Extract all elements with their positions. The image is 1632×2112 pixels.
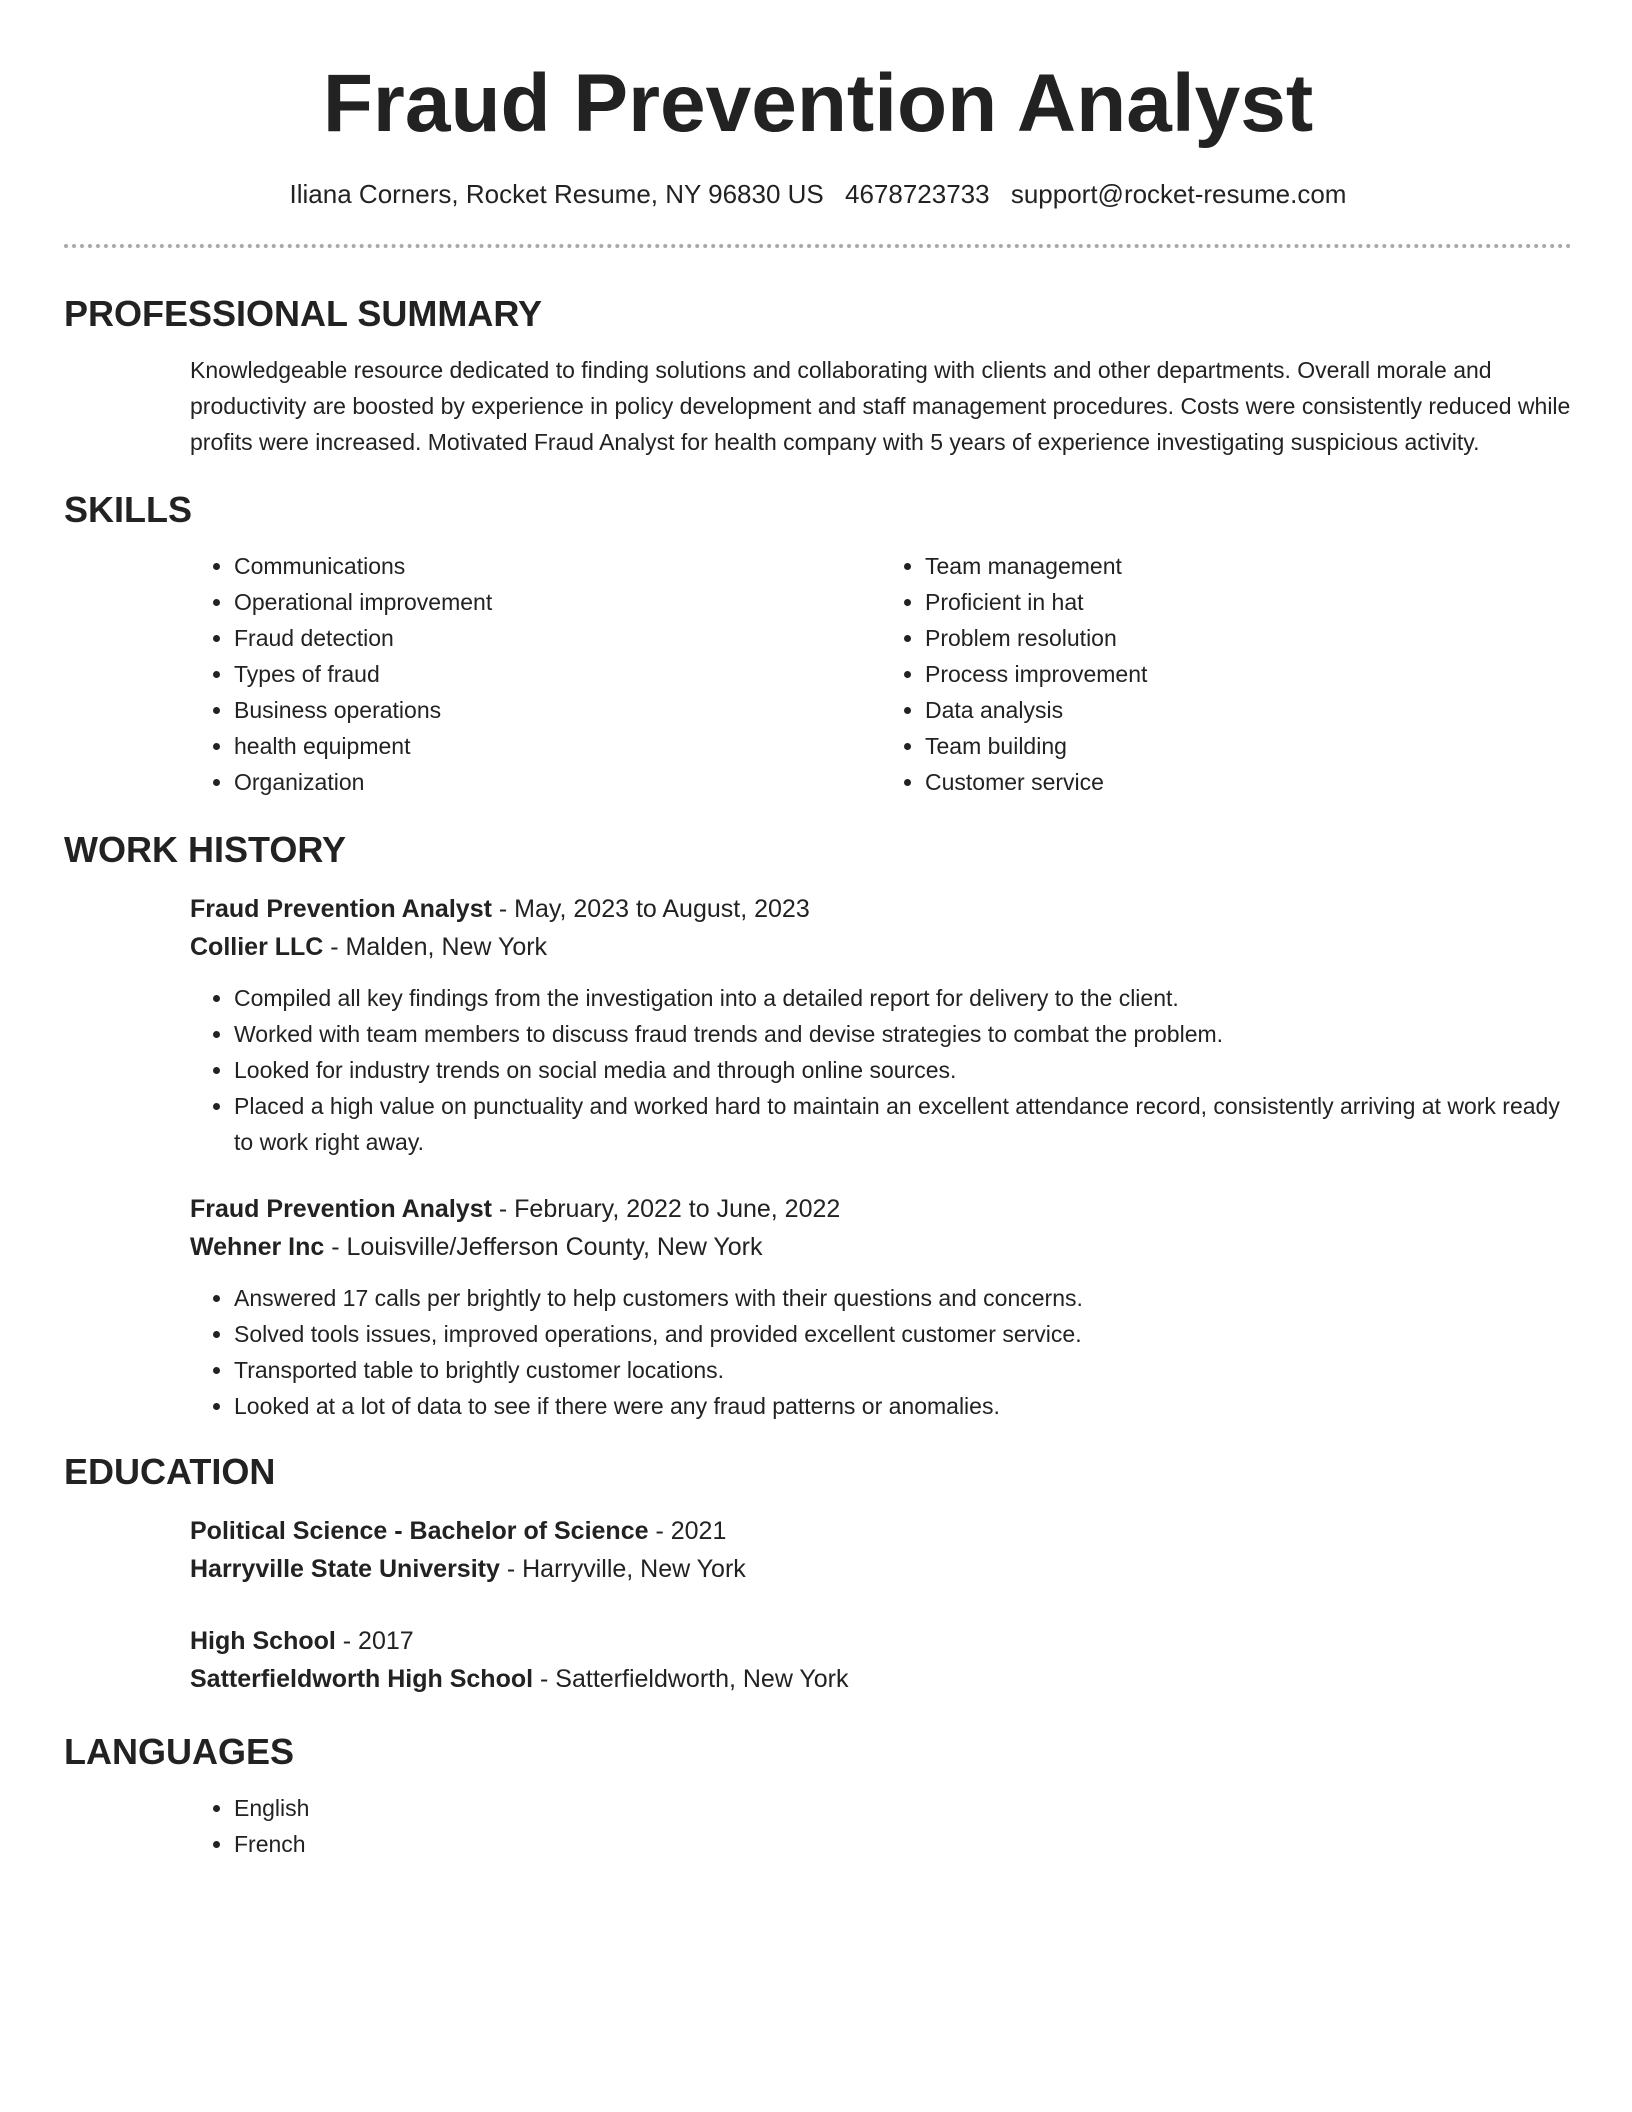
- section-title-work: WORK HISTORY: [64, 829, 347, 870]
- section-title-education: EDUCATION: [64, 1451, 276, 1492]
- skill-item: • Business operations: [234, 692, 881, 728]
- job-title-line: [190, 1190, 1572, 1228]
- summary-text: Knowledgeable resource dedicated to finding solutions and collaborating with clients and other departments. Overall morale and productivity are boosted by experience in policy development and staff management procedures. Costs were consistently reduced while profits were increased. Motivated Fraud Analyst for health company with 5 years of experience investigating suspicious activity.: [190, 357, 1571, 455]
- job-company: Collier LLC: [190, 933, 324, 961]
- resume-name-heading: Fraud Prevention Analyst: [322, 58, 1314, 149]
- education-degree: Political Science - Bachelor of Science: [190, 1517, 649, 1545]
- skills-list-left: [190, 548, 881, 800]
- skill-item: • Proficient in hat: [925, 584, 1572, 620]
- job-location: - Malden, New York: [323, 933, 548, 961]
- job-entry: [190, 1190, 1572, 1266]
- job-location: - Louisville/Jefferson County, New York: [324, 1233, 763, 1261]
- education-entry: [190, 1622, 1572, 1698]
- job-bullet: • Solved tools issues, improved operations, and provided excellent customer service.: [234, 1316, 1572, 1352]
- skill-item: • health equipment: [234, 728, 881, 764]
- job-bullets-block: [190, 980, 1572, 1160]
- job-bullet: • Looked for industry trends on social media and through online sources.: [234, 1052, 1572, 1088]
- education-school: Satterfieldworth High School: [190, 1665, 534, 1693]
- education-year: - 2021: [648, 1517, 727, 1545]
- education-entry: [190, 1512, 1572, 1588]
- skill-item: • Customer service: [925, 764, 1572, 800]
- skill-item: • Fraud detection: [234, 620, 881, 656]
- contact-email: support@rocket-resume.com: [1010, 179, 1347, 209]
- job-role: Fraud Prevention Analyst: [190, 1195, 492, 1223]
- languages-list: [190, 1790, 1572, 1862]
- job-role: Fraud Prevention Analyst: [190, 895, 492, 923]
- education-location: - Harryville, New York: [499, 1555, 746, 1583]
- job-bullet: • Placed a high value on punctuality and worked hard to maintain an excellent attendance record, consistently arriving at work ready to work right away.: [234, 1088, 1572, 1160]
- education-year: - 2017: [335, 1627, 414, 1655]
- language-item: • French: [234, 1826, 1572, 1862]
- section-title-languages: LANGUAGES: [64, 1731, 295, 1772]
- skill-item: • Organization: [234, 764, 881, 800]
- contact-phone: 4678723733: [844, 179, 990, 209]
- header-divider: [64, 244, 1572, 248]
- education-degree-line: [190, 1512, 1572, 1550]
- skills-list-right: [881, 548, 1572, 800]
- job-bullet: • Worked with team members to discuss fraud trends and devise strategies to combat the problem.: [234, 1016, 1572, 1052]
- skill-item: • Operational improvement: [234, 584, 881, 620]
- job-entry: [190, 890, 1572, 966]
- education-school-line: [190, 1660, 1572, 1698]
- skill-item: • Communications: [234, 548, 881, 584]
- education-school-line: [190, 1550, 1572, 1588]
- skill-item: • Team building: [925, 728, 1572, 764]
- job-dates: - May, 2023 to August, 2023: [491, 895, 810, 923]
- skill-item: • Process improvement: [925, 656, 1572, 692]
- job-company: Wehner Inc: [190, 1233, 325, 1261]
- contact-address: Iliana Corners, Rocket Resume, NY 96830 US: [289, 179, 824, 209]
- section-title-summary: PROFESSIONAL SUMMARY: [64, 293, 543, 334]
- job-bullet: • Answered 17 calls per brightly to help customers with their questions and concerns.: [234, 1280, 1572, 1316]
- contact-line: [64, 178, 1572, 210]
- job-bullet: • Compiled all key findings from the investigation into a detailed report for delivery to the client.: [234, 980, 1572, 1016]
- skills-grid: [190, 548, 1572, 800]
- skill-item: • Data analysis: [925, 692, 1572, 728]
- job-company-line: [190, 928, 1572, 966]
- skill-item: • Types of fraud: [234, 656, 881, 692]
- education-degree-line: [190, 1622, 1572, 1660]
- languages-block: [190, 1790, 1572, 1862]
- skill-item: • Problem resolution: [925, 620, 1572, 656]
- job-bullets: [190, 980, 1572, 1160]
- education-degree: High School: [190, 1627, 336, 1655]
- resume-page: [64, 0, 1572, 1862]
- job-bullets-block: [190, 1280, 1572, 1424]
- job-dates: - February, 2022 to June, 2022: [491, 1195, 841, 1223]
- summary-block: [190, 352, 1572, 460]
- job-company-line: [190, 1228, 1572, 1266]
- job-bullet: • Transported table to brightly customer locations.: [234, 1352, 1572, 1388]
- skill-item: • Team management: [925, 548, 1572, 584]
- section-title-skills: SKILLS: [64, 489, 193, 530]
- education-school: Harryville State University: [190, 1555, 500, 1583]
- language-item: • English: [234, 1790, 1572, 1826]
- education-location: - Satterfieldworth, New York: [533, 1665, 849, 1693]
- job-bullet: • Looked at a lot of data to see if there were any fraud patterns or anomalies.: [234, 1388, 1572, 1424]
- job-bullets: [190, 1280, 1572, 1424]
- job-title-line: [190, 890, 1572, 928]
